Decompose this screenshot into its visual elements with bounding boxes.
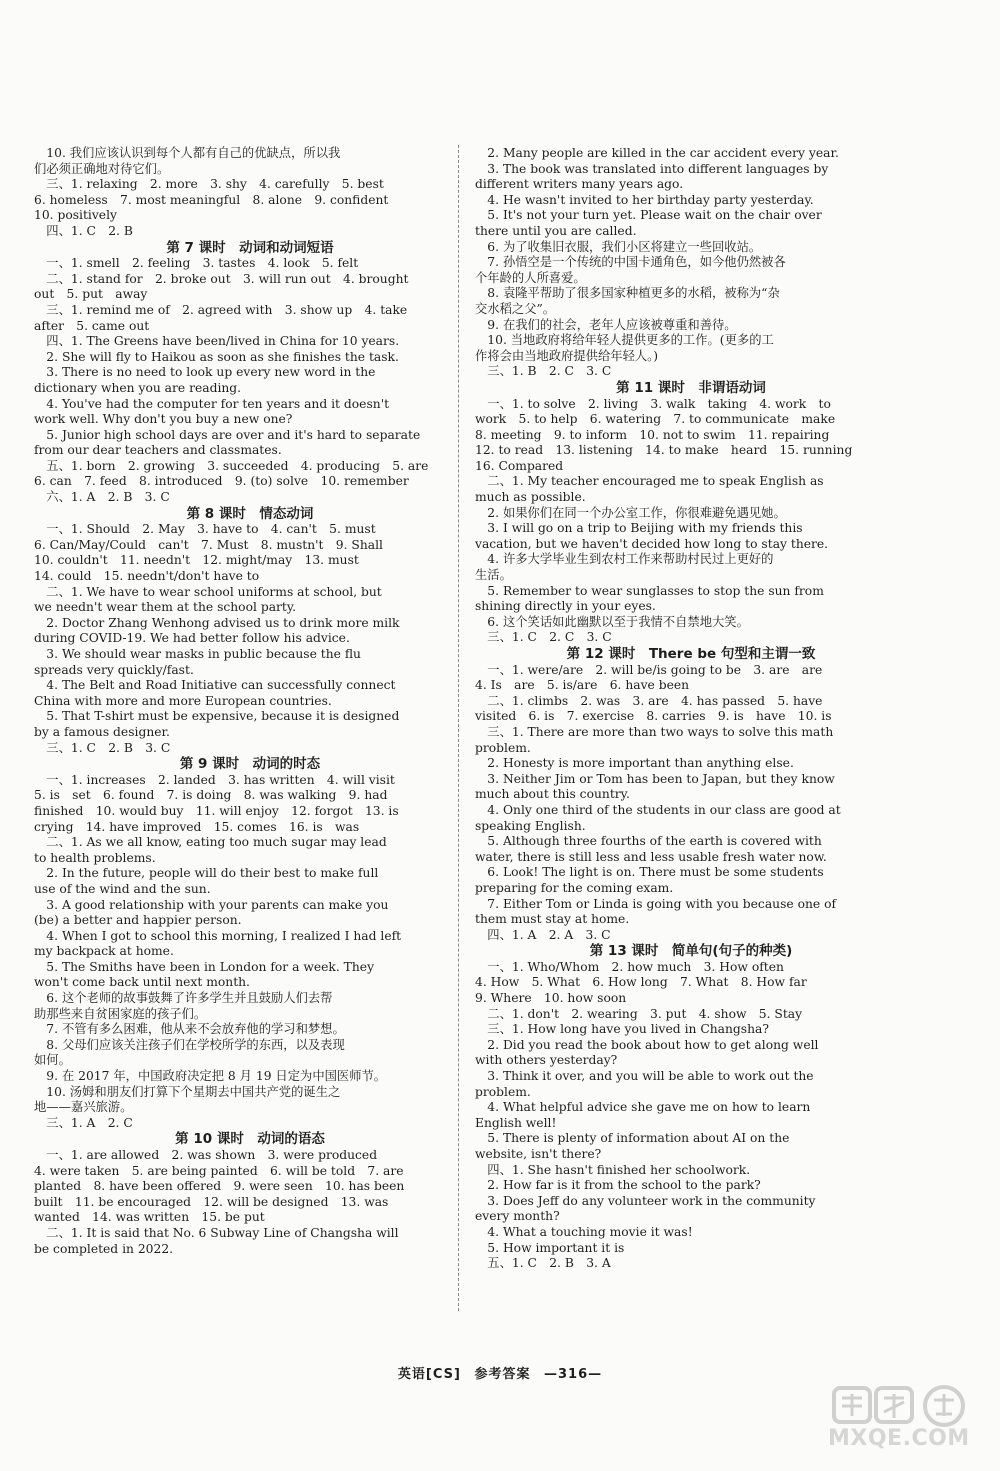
- answer-line: 三、1. How long have you lived in Changsha?: [475, 1022, 769, 1037]
- lesson-heading: 第 8 课时 情态动词: [186, 505, 314, 522]
- answer-line: (be) a better and happier person.: [34, 913, 242, 928]
- answer-line: work well. Why don't you buy a new one?: [34, 412, 293, 427]
- answer-line: 6. homeless 7. most meaningful 8. alone 9. confident: [34, 192, 389, 207]
- answer-line: 三、1. There are more than two ways to solve this math: [475, 724, 834, 739]
- answer-line: my backpack at home.: [34, 944, 174, 959]
- answer-line: every month?: [475, 1209, 560, 1224]
- answer-line: speaking English.: [475, 818, 586, 833]
- answer-line: 5. The Smiths have been in London for a week. They: [34, 959, 375, 974]
- answer-line: 6. 这个笑话如此幽默以至于我情不自禁地大笑。: [475, 614, 749, 629]
- column-divider: [458, 145, 459, 1311]
- answer-line: 二、1. We have to wear school uniforms at school, but: [34, 584, 382, 599]
- answer-line: 6. 为了收集旧衣服，我们小区将建立一些回收站。: [475, 239, 762, 254]
- footer-page-number: —316—: [543, 1367, 603, 1382]
- answer-line: 10. 我们应该认识到每个人都有自己的优缺点，所以我: [34, 146, 341, 160]
- answer-line: 6. can 7. feed 8. introduced 9. (to) solve 10. remember: [34, 474, 409, 489]
- answer-line: 4. What a touching movie it was!: [475, 1224, 693, 1239]
- answer-line: 6. Look! The light is on. There must be some students: [475, 865, 824, 880]
- answer-line: 14. could 15. needn't/don't have to: [34, 569, 260, 584]
- answer-line: 9. 在 2017 年，中国政府决定把 8 月 19 日定为中国医师节。: [34, 1069, 387, 1084]
- answer-line: 三、1. A 2. C: [34, 1115, 133, 1130]
- lesson-heading: 第 13 课时 简单句(句子的种类): [589, 943, 793, 960]
- answer-line: 3. Does Jeff do any volunteer work in the community: [475, 1193, 816, 1208]
- answer-line: finished 10. would buy 11. will enjoy 12. forgot 13. is: [34, 803, 399, 818]
- answer-line: 助那些来自贫困家庭的孩子们。: [34, 1006, 207, 1021]
- answer-line: 作将会由当地政府提供给年轻人。): [475, 348, 659, 363]
- answer-line: to health problems.: [34, 850, 156, 865]
- footer-section: 参考答案: [474, 1367, 531, 1382]
- answer-line: 四、1. A 2. A 3. C: [475, 927, 611, 942]
- answer-line: 5. That T-shirt must be expensive, because it is designed: [34, 709, 400, 724]
- answer-line: there until you are called.: [475, 223, 637, 238]
- answer-line: 2. Honesty is more important than anything else.: [475, 756, 794, 771]
- answer-line: 4. What helpful advice she gave me on how to learn: [475, 1100, 811, 1115]
- site-watermark: [812, 1384, 992, 1464]
- answer-line: 5. Although three fourths of the earth is covered with: [475, 834, 822, 849]
- answer-line: 2. How far is it from the school to the park?: [475, 1178, 761, 1193]
- answer-line: 10. positively: [34, 208, 117, 223]
- answer-line: 5. There is plenty of information about AI on the: [475, 1131, 790, 1146]
- answer-line: 7. 不管有多么困难，他从来不会放弃他的学习和梦想。: [34, 1022, 345, 1037]
- answer-line: preparing for the coming exam.: [475, 880, 674, 895]
- answer-line: 16. Compared: [475, 458, 564, 473]
- answer-line: 3. A good relationship with your parents can make you: [34, 897, 389, 912]
- answer-line: 如何。: [34, 1053, 71, 1068]
- answer-line: with others yesterday?: [475, 1053, 618, 1068]
- answer-line: 四、1. C 2. B: [34, 223, 133, 238]
- answer-line: 6. Can/May/Could can't 7. Must 8. mustn't 9. Shall: [34, 537, 383, 552]
- answer-line: 4. How 5. What 6. How long 7. What 8. How far: [475, 975, 807, 990]
- answer-line: 10. 当地政府将给年轻人提供更多的工作。(更多的工: [475, 333, 774, 348]
- right-answer-column: [475, 146, 907, 1272]
- answer-line: 4. Is are 5. is/are 6. have been: [475, 678, 690, 693]
- page-footer: [0, 1363, 1000, 1382]
- answer-line: 四、1. The Greens have been/lived in China for 10 years.: [34, 334, 400, 349]
- lesson-heading: 第 7 课时 动词和动词短语: [166, 239, 334, 256]
- answer-line: 8. meeting 9. to inform 10. not to swim 11. repairing: [475, 427, 830, 442]
- answer-line: be completed in 2022.: [34, 1241, 174, 1256]
- answer-line: 3. The book was translated into different languages by: [475, 161, 829, 176]
- answer-line: much as possible.: [475, 490, 586, 505]
- answer-line: 二、1. don't 2. wearing 3. put 4. show 5. Stay: [475, 1006, 803, 1021]
- answer-line: China with more and more European countries.: [34, 693, 332, 708]
- left-answer-column: [34, 146, 466, 1257]
- answer-line: 2. Many people are killed in the car accident every year.: [475, 146, 839, 160]
- answer-line: problem.: [475, 1084, 531, 1099]
- answer-line: 4. He wasn't invited to her birthday party yesterday.: [475, 192, 814, 207]
- answer-line: crying 14. have improved 15. comes 16. is was: [34, 819, 360, 834]
- answer-line: 9. 在我们的社会，老年人应该被尊重和善待。: [475, 317, 737, 332]
- answer-line: shining directly in your eyes.: [475, 599, 656, 614]
- answer-line: use of the wind and the sun.: [34, 881, 211, 896]
- answer-line: 地——嘉兴旅游。: [34, 1100, 133, 1115]
- answer-line: 二、1. It is said that No. 6 Subway Line of Changsha will: [34, 1225, 399, 1240]
- answer-line: won't come back until next month.: [34, 975, 250, 990]
- answer-line: 一、1. Should 2. May 3. have to 4. can't 5. must: [34, 522, 376, 537]
- answer-line: 4. were taken 5. are being painted 6. will be told 7. are: [34, 1163, 404, 1178]
- answer-line: 三、1. C 2. C 3. C: [475, 630, 612, 645]
- lesson-heading: 第 11 课时 非谓语动词: [616, 379, 766, 396]
- answer-box-logo-icon: [812, 1384, 992, 1432]
- answer-line: 4. When I got to school this morning, I realized I had left: [34, 928, 402, 943]
- answer-line: by a famous designer.: [34, 724, 170, 739]
- answer-line: 2. 如果你们在同一个办公室工作，你很难避免遇见她。: [475, 505, 786, 520]
- answer-line: 三、1. B 2. C 3. C: [475, 364, 612, 379]
- answer-line: website, isn't there?: [475, 1147, 602, 1161]
- answer-line: 4. You've had the computer for ten years and it doesn't: [34, 396, 390, 411]
- answer-line: 7. 孙悟空是一个传统的中国卡通角色，如今他仍然被各: [475, 255, 786, 270]
- answer-line: 3. There is no need to look up every new word in the: [34, 365, 376, 380]
- answer-line: 8. 父母们应该关注孩子们在学校所学的东西，以及表现: [34, 1037, 345, 1052]
- answer-line: 二、1. stand for 2. broke out 3. will run out 4. brought: [34, 271, 409, 286]
- answer-line: 一、1. are allowed 2. was shown 3. were produced: [34, 1148, 378, 1162]
- answer-line: them must stay at home.: [475, 912, 630, 927]
- answer-line: 三、1. relaxing 2. more 3. shy 4. carefully 5. best: [34, 177, 384, 192]
- answer-line: dictionary when you are reading.: [34, 380, 242, 395]
- footer-subject: 英语[CS]: [397, 1367, 461, 1382]
- watermark-text: MXQE.COM: [828, 1426, 970, 1451]
- answer-line: 二、1. climbs 2. was 3. are 4. has passed 5. have: [475, 693, 823, 708]
- answer-line: after 5. came out: [34, 318, 150, 333]
- answer-line: 10. 汤姆和朋友们打算下个星期去中国共产党的诞生之: [34, 1084, 341, 1099]
- answer-line: 6. 这个老师的故事鼓舞了许多学生并且鼓励人们去帮: [34, 991, 333, 1006]
- answer-line: 4. 许多大学毕业生到农村工作来帮助村民过上更好的: [475, 552, 774, 567]
- answer-line: during COVID-19. We had better follow his advice.: [34, 631, 350, 646]
- answer-line: 4. The Belt and Road Initiative can successfully connect: [34, 678, 396, 693]
- answer-line: work 5. to help 6. watering 7. to communicate make: [475, 412, 836, 427]
- lesson-heading: 第 9 课时 动词的时态: [179, 756, 321, 773]
- answer-line: 5. It's not your turn yet. Please wait on the chair over: [475, 208, 822, 223]
- answer-line: 一、1. increases 2. landed 3. has written 4. will visit: [34, 772, 395, 787]
- answer-line: 5. Remember to wear sunglasses to stop the sun from: [475, 583, 824, 598]
- answer-line: much about this country.: [475, 787, 630, 802]
- answer-line: built 11. be encouraged 12. will be designed 13. was: [34, 1194, 389, 1209]
- answer-line: out 5. put away: [34, 287, 148, 302]
- answer-line: wanted 14. was written 15. be put: [34, 1210, 265, 1225]
- answer-line: 五、1. C 2. B 3. A: [475, 1256, 611, 1271]
- answer-line: 2. She will fly to Haikou as soon as she finishes the task.: [34, 349, 399, 364]
- answer-line: 3. Neither Jim or Tom has been to Japan, but they know: [475, 771, 835, 786]
- answer-line: 3. I will go on a trip to Beijing with my friends this: [475, 521, 803, 536]
- answer-line: 一、1. Who/Whom 2. how much 3. How often: [475, 959, 784, 974]
- answer-line: 六、1. A 2. B 3. C: [34, 490, 170, 505]
- answer-line: 二、1. As we all know, eating too much sugar may lead: [34, 835, 387, 850]
- answer-line: from our dear teachers and classmates.: [34, 443, 282, 458]
- answer-line: 8. 袁隆平帮助了很多国家种植更多的水稻，被称为“杂: [475, 286, 780, 301]
- answer-line: 9. Where 10. how soon: [475, 991, 627, 1006]
- answer-line: English well!: [475, 1115, 557, 1130]
- answer-line: problem.: [475, 740, 531, 755]
- answer-line: 5. How important it is: [475, 1240, 625, 1255]
- answer-line: 一、1. to solve 2. living 3. walk taking 4. work to: [475, 396, 831, 411]
- answer-line: 12. to read 13. listening 14. to make heard 15. running: [475, 443, 853, 458]
- answer-line: 个年龄的人所喜爱。: [475, 270, 586, 285]
- answer-line: 5. Junior high school days are over and it's hard to separate: [34, 427, 421, 442]
- answer-line: 二、1. My teacher encouraged me to speak English as: [475, 474, 824, 489]
- answer-line: we needn't wear them at the school party.: [34, 600, 297, 615]
- answer-line: 们必须正确地对待它们。: [34, 161, 170, 176]
- answer-line: 交水稻之父”。: [475, 301, 556, 316]
- answer-line: 7. Either Tom or Linda is going with you because one of: [475, 896, 837, 911]
- answer-line: 5. is set 6. found 7. is doing 8. was walking 9. had: [34, 788, 388, 803]
- answer-line: water, there is still less and less usable fresh water now.: [475, 849, 827, 864]
- answer-line: vacation, but we haven't decided how long to stay there.: [475, 536, 829, 551]
- answer-line: planted 8. have been offered 9. were seen 10. has been: [34, 1179, 405, 1194]
- lesson-heading: 第 10 课时 动词的语态: [175, 1131, 325, 1148]
- answer-line: 四、1. She hasn't finished her schoolwork.: [475, 1162, 751, 1177]
- answer-line: 3. We should wear masks in public because the flu: [34, 647, 361, 661]
- answer-line: 2. Did you read the book about how to get along well: [475, 1037, 819, 1052]
- answer-line: 五、1. born 2. growing 3. succeeded 4. producing 5. are: [34, 458, 429, 473]
- answer-line: 三、1. remind me of 2. agreed with 3. show up 4. take: [34, 302, 408, 317]
- answer-line: 生活。: [475, 568, 512, 583]
- answer-line: 三、1. C 2. B 3. C: [34, 740, 171, 755]
- answer-line: 4. Only one third of the students in our class are good at: [475, 802, 841, 817]
- answer-line: 3. Think it over, and you will be able to work out the: [475, 1069, 814, 1084]
- answer-line: different writers many years ago.: [475, 177, 684, 192]
- answer-line: 一、1. were/are 2. will be/is going to be 3. are are: [475, 662, 823, 677]
- answer-line: 10. couldn't 11. needn't 12. might/may 13. must: [34, 553, 359, 568]
- lesson-heading: 第 12 课时 There be 句型和主谓一致: [566, 646, 816, 662]
- answer-line: visited 6. is 7. exercise 8. carries 9. is have 10. is: [475, 709, 832, 724]
- answer-line: spreads very quickly/fast.: [34, 662, 194, 677]
- answer-line: 2. In the future, people will do their best to make full: [34, 866, 379, 881]
- answer-line: 一、1. smell 2. feeling 3. tastes 4. look 5. felt: [34, 256, 359, 271]
- answer-line: 2. Doctor Zhang Wenhong advised us to drink more milk: [34, 615, 400, 630]
